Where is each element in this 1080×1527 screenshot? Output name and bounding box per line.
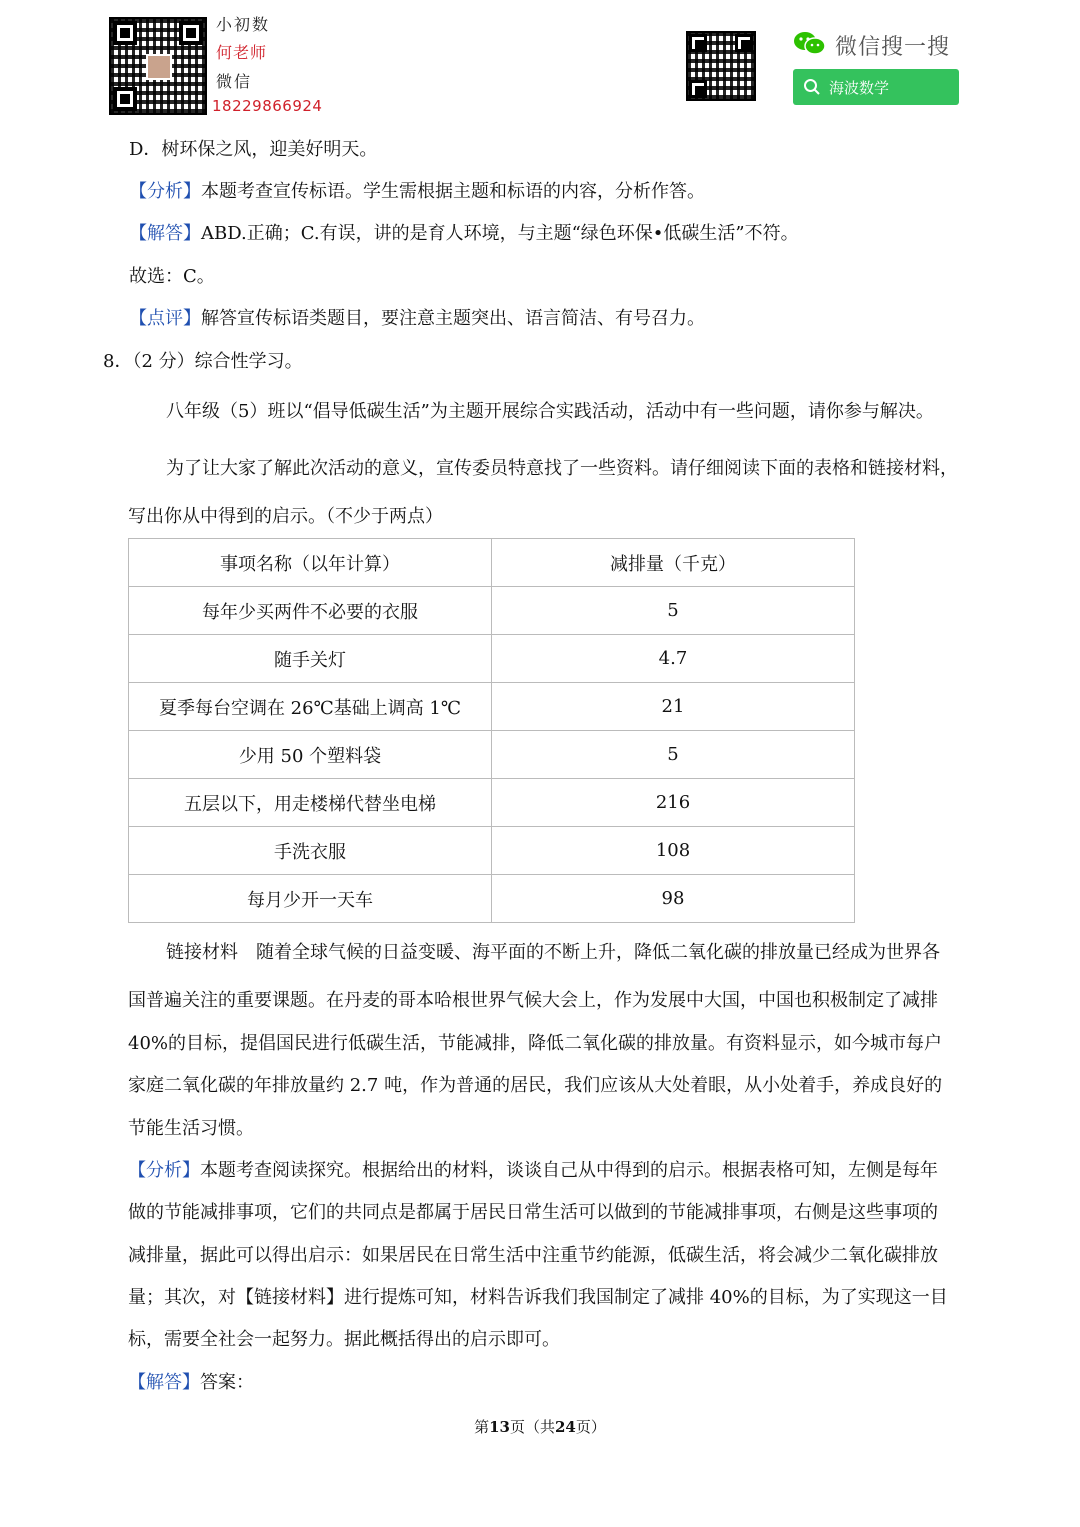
link-material-line: 节能生活习惯。 <box>128 1118 254 1139</box>
qr-photo <box>146 54 172 80</box>
table-cell-item: 少用 50 个塑料袋 <box>129 731 492 779</box>
table-cell-value: 5 <box>492 731 855 779</box>
wechat-search-label: 微信搜一搜 <box>835 35 951 60</box>
table-cell-value: 21 <box>492 683 855 731</box>
handwritten-line1: 小初数 <box>216 15 271 34</box>
table-cell-value: 98 <box>492 875 855 923</box>
table-row <box>129 779 855 827</box>
table-header-row <box>129 539 855 587</box>
table-row <box>129 731 855 779</box>
page-total: 24 <box>555 1418 576 1436</box>
footer-mid: 页（共 <box>509 1418 555 1436</box>
analysis-tag: 【分析】 <box>129 181 201 202</box>
q8-analysis-text: 本题考查阅读探究。根据给出的材料，谈谈自己从中得到的启示。根据表格可知，左侧是每年 <box>200 1160 938 1181</box>
table-header-cell: 减排量（千克） <box>492 539 855 587</box>
handwritten-line3: 微信 <box>216 72 253 91</box>
table-cell-value: 4.7 <box>492 635 855 683</box>
emission-table <box>128 538 855 923</box>
page-number: 13 <box>489 1418 510 1436</box>
search-icon <box>803 78 821 100</box>
q8-analysis-line: 量；其次，对【链接材料】进行提炼可知，材料告诉我们我国制定了减排 40%的目标，为了实现这一目 <box>128 1287 948 1308</box>
table-cell-item: 手洗衣服 <box>129 827 492 875</box>
question-8-intro: 八年级（5）班以“倡导低碳生活”为主题开展综合实践活动，活动中有一些问题，请你参与解决。 <box>166 401 934 422</box>
question-8-prompt-1: 为了让大家了解此次活动的意义，宣传委员特意找了一些资料。请仔细阅读下面的表格和链接材料， <box>166 458 958 479</box>
q8-analysis-line: 做的节能减排事项，它们的共同点是都属于居民日常生活可以做到的节能减排事项，右侧是这些事项的 <box>128 1202 938 1223</box>
analysis-text: 本题考查宣传标语。学生需根据主题和标语的内容，分析作答。 <box>201 181 705 202</box>
link-material-line: 40%的目标，提倡国民进行低碳生活，节能减排，降低二氧化碳的排放量。有资料显示，如今城市每户 <box>128 1033 943 1054</box>
qr-code-right <box>686 31 756 101</box>
prev-choice: 故选：C。 <box>129 266 215 287</box>
option-d: D．树环保之风，迎美好明天。 <box>129 139 378 160</box>
qr-code-left <box>109 17 207 115</box>
table-row <box>129 587 855 635</box>
wechat-logo-icon <box>793 31 827 57</box>
table-row <box>129 683 855 731</box>
link-material-line: 国普遍关注的重要课题。在丹麦的哥本哈根世界气候大会上，作为发展中大国，中国也积极制定了减排 <box>128 990 938 1011</box>
comment-tag: 【点评】 <box>129 308 201 329</box>
table-row <box>129 635 855 683</box>
table-cell-item: 每月少开一天车 <box>129 875 492 923</box>
q8-answer-tag: 【解答】 <box>128 1372 200 1393</box>
q8-analysis-line <box>128 1159 938 1183</box>
table-cell-value: 216 <box>492 779 855 827</box>
table-cell-value: 5 <box>492 587 855 635</box>
page-footer <box>0 1416 1080 1437</box>
answer-tag: 【解答】 <box>129 223 201 244</box>
search-button-label: 海波数学 <box>829 79 890 97</box>
table-cell-value: 108 <box>492 827 855 875</box>
footer-post: 页） <box>575 1418 606 1436</box>
handwritten-line2: 何老师 <box>216 43 268 62</box>
question-8-title: 8．（2 分）综合性学习。 <box>103 351 303 372</box>
footer-pre: 第 <box>474 1418 490 1436</box>
q8-analysis-line: 标，需要全社会一起努力。据此概括得出的启示即可。 <box>128 1329 560 1350</box>
answer-text: ABD.正确；C.有误，讲的是育人环境，与主题“绿色环保•低碳生活”不符。 <box>201 223 799 244</box>
comment-text: 解答宣传标语类题目，要注意主题突出、语言简洁、有号召力。 <box>201 308 705 329</box>
prev-analysis <box>129 180 705 204</box>
q8-answer-text: 答案： <box>200 1372 254 1393</box>
handwritten-phone: 18229866924 <box>212 97 323 115</box>
q8-analysis-tag: 【分析】 <box>128 1160 200 1181</box>
prev-answer <box>129 222 799 246</box>
table-row <box>129 827 855 875</box>
table-row <box>129 875 855 923</box>
link-material-line: 链接材料 随着全球气候的日益变暖、海平面的不断上升，降低二氧化碳的排放量已经成为世界各 <box>166 942 940 963</box>
table-header-cell: 事项名称（以年计算） <box>129 539 492 587</box>
table-cell-item: 五层以下，用走楼梯代替坐电梯 <box>129 779 492 827</box>
q8-answer <box>128 1371 254 1395</box>
table-cell-item: 随手关灯 <box>129 635 492 683</box>
link-material-line: 家庭二氧化碳的年排放量约 2.7 吨，作为普通的居民，我们应该从大处着眼，从小处着手，养成良好的 <box>128 1075 943 1096</box>
q8-analysis-line: 减排量，据此可以得出启示：如果居民在日常生活中注重节约能源，低碳生活，将会减少二氧化碳排放 <box>128 1245 938 1266</box>
table-cell-item: 夏季每台空调在 26℃基础上调高 1℃ <box>129 683 492 731</box>
table-cell-item: 每年少买两件不必要的衣服 <box>129 587 492 635</box>
question-8-prompt-2: 写出你从中得到的启示。（不少于两点） <box>128 506 443 527</box>
wechat-search-button[interactable] <box>793 69 959 105</box>
prev-comment <box>129 307 705 331</box>
